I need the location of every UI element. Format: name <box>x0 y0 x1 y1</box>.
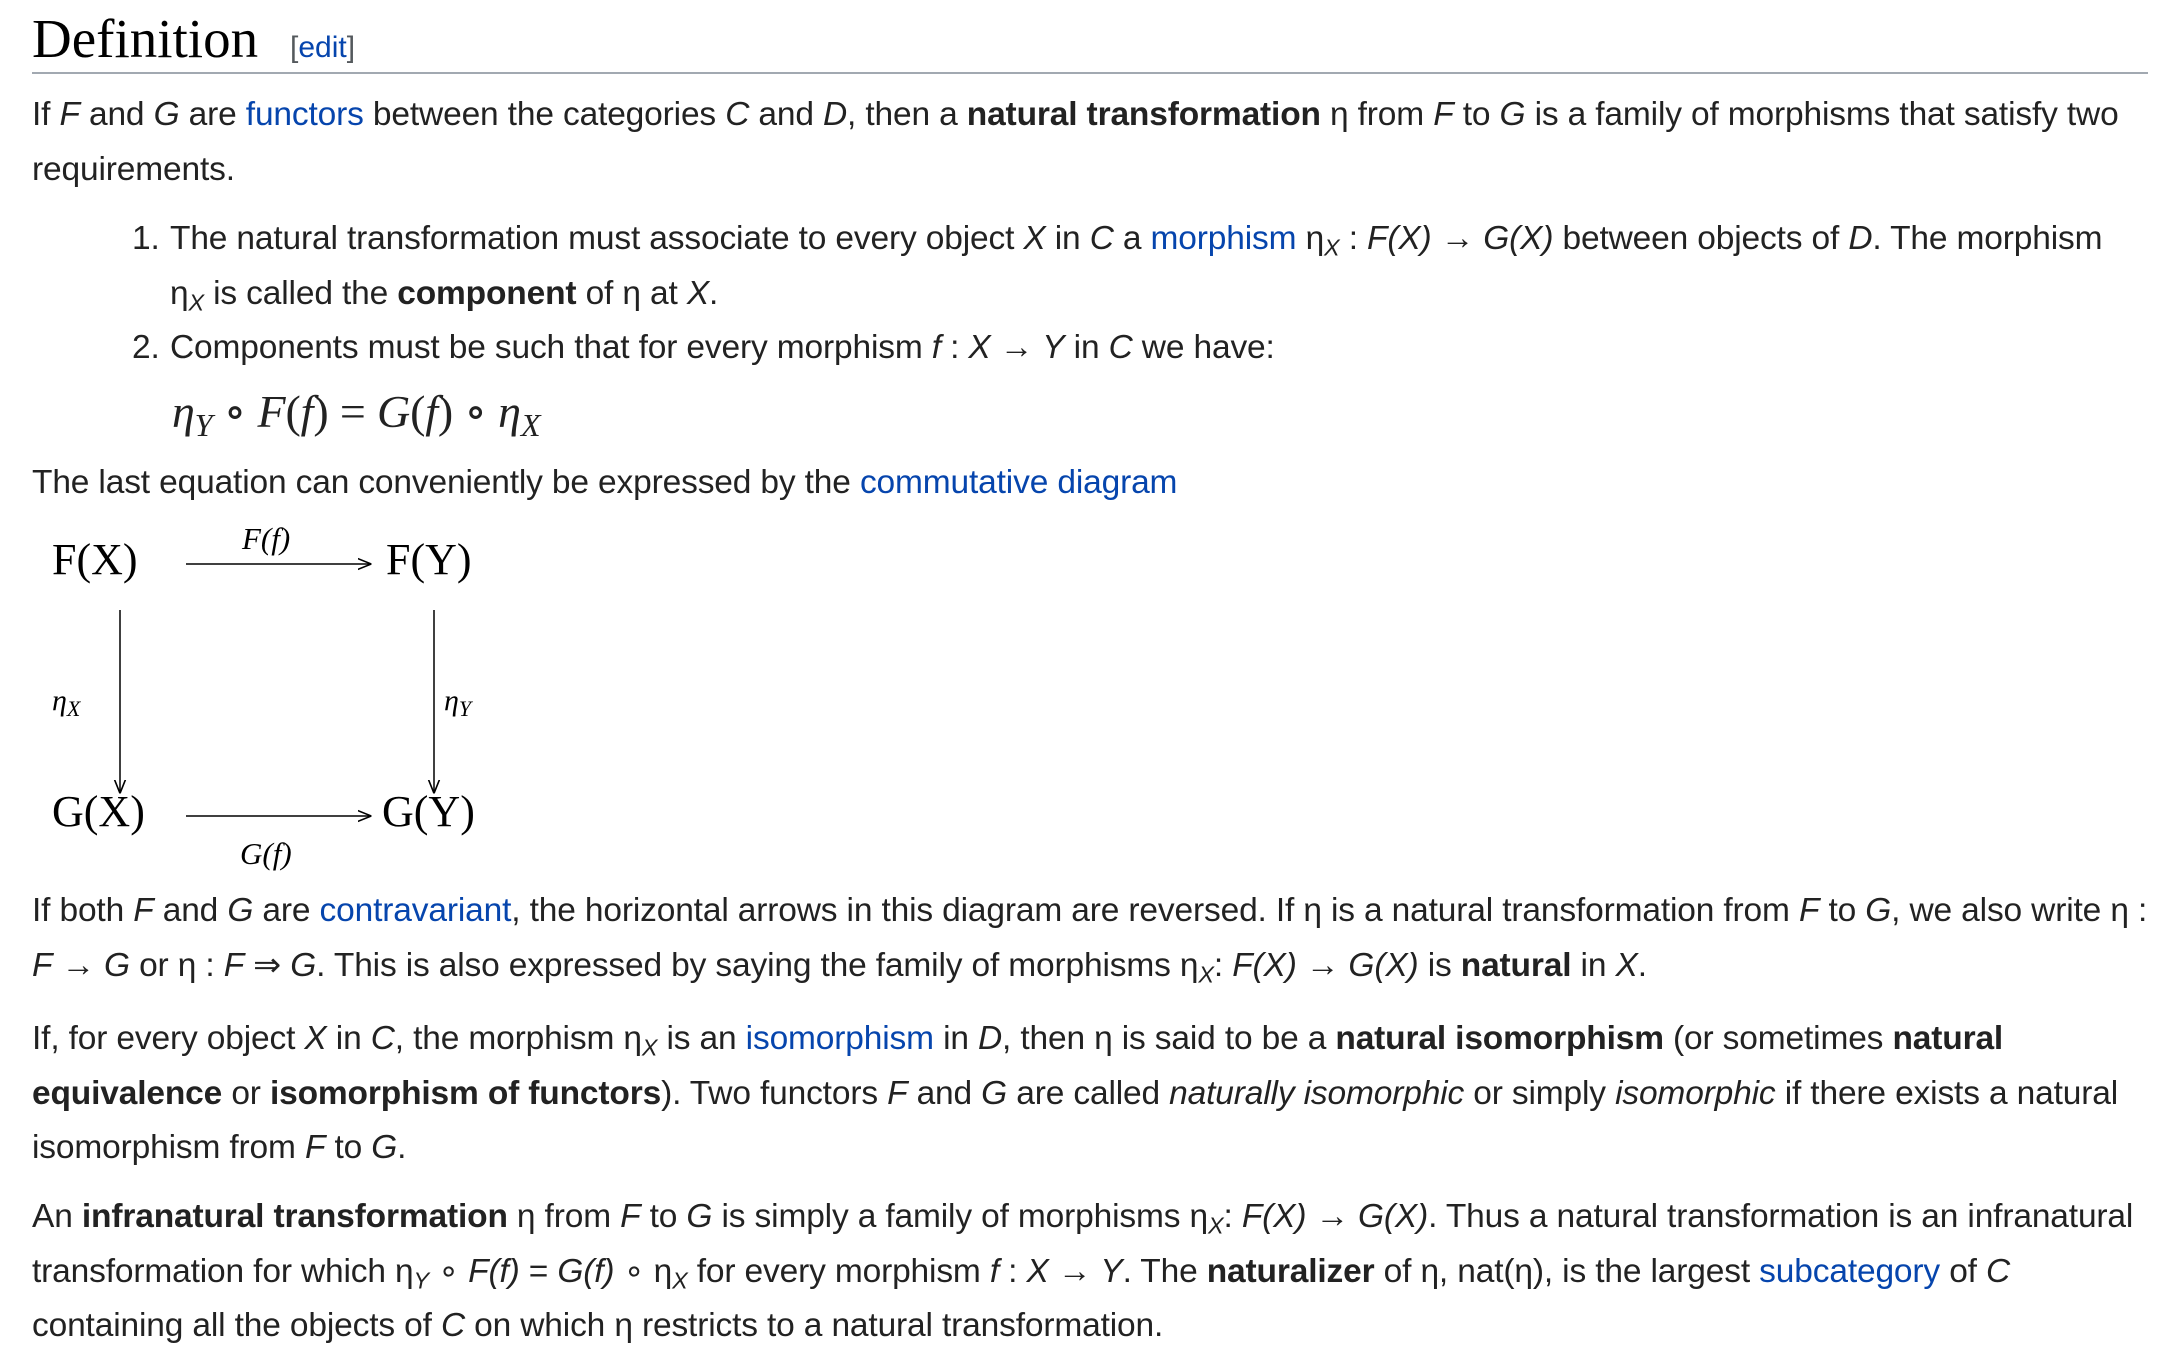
list-item: 2. Components must be such that for every morphism f : X → Y in C we have: $\eta_Y$ ∘ F(f) = G(f) ∘ $\eta_X$ <box>100 321 2140 448</box>
commutative-diagram <box>52 520 512 880</box>
contravariant-link[interactable]: contravariant <box>319 892 512 929</box>
edit-link[interactable]: edit <box>298 31 347 64</box>
naturality-equation: $\eta_Y$ ∘ F(f) = G(f) ∘ $\eta_X$ <box>172 385 541 443</box>
paragraph-diagram-intro: The last equation can conveniently be expressed by the commutative diagram <box>32 464 1178 501</box>
label-bottom: G(f) <box>240 836 292 871</box>
diagram-node-gy: G(Y) <box>382 787 475 836</box>
paragraph-intro: If F and G are functors between the categories C and D, then a natural transformation η from F to G is a family of morphisms that satisfy two requirements. <box>32 96 2119 188</box>
section-heading <box>32 6 2148 74</box>
functors-link[interactable]: functors <box>245 96 364 133</box>
commutative-diagram-link[interactable]: commutative diagram <box>859 464 1178 501</box>
label-left: $\eta_X$ <box>52 684 81 721</box>
isomorphism-link[interactable]: isomorphism <box>745 1020 934 1057</box>
morphism-link[interactable]: morphism <box>1150 220 1297 257</box>
label-right: $\eta_Y$ <box>444 684 472 721</box>
section-title: Definition <box>32 8 259 69</box>
edit-bracket-close: ] <box>346 31 356 64</box>
list-item: 1. The natural transformation must associate to every object X in C a morphism $\eta_X$ : F(X) → G(X) between objects of D. The morphism $\eta_X$ is called the component of η at X. <box>132 220 2103 316</box>
diagram-node-gx: G(X) <box>52 787 145 836</box>
subcategory-link[interactable]: subcategory <box>1759 1252 1941 1290</box>
label-top: F(f) <box>242 521 291 556</box>
paragraph-natural-isomorphism: If, for every object X in C, the morphism $\eta_X$ is an isomorphism in D, then η is said to be a natural isomorphism (or sometimes natural equivalence or isomorphism of functors). Two functors F and G are called naturally isomorphic or simply isomorphic if there exists a natural isomorphism from F to G. <box>32 1020 2118 1166</box>
requirements-list <box>100 212 2140 448</box>
edit-section <box>290 28 355 68</box>
paragraph-contravariant: If both F and G are contravariant, the horizontal arrows in this diagram are reversed. If η is a natural transformation from F to G, we also write η : F → G or η : F ⇒ G. This is also expressed by saying the family of morphisms $\eta_X$: F(X) → G(X) is natural in X. <box>32 892 2148 988</box>
diagram-node-fx: F(X) <box>52 535 138 584</box>
edit-bracket-open: [ <box>290 31 299 64</box>
diagram-node-fy: F(Y) <box>386 535 472 584</box>
paragraph-infranatural: An infranatural transformation η from F to G is simply a family of morphisms $\eta_X$: F(X) → G(X). Thus a natural transformation is an infranatural transformation for which $\eta_Y$ ∘ F(f) = G(f) ∘ $\eta_X$ for every morphism f : X → Y. The naturalizer of η, nat(η), is the largest subcategory of C containing all the objects of C on which η restricts to a natural transformation. <box>32 1198 2134 1344</box>
